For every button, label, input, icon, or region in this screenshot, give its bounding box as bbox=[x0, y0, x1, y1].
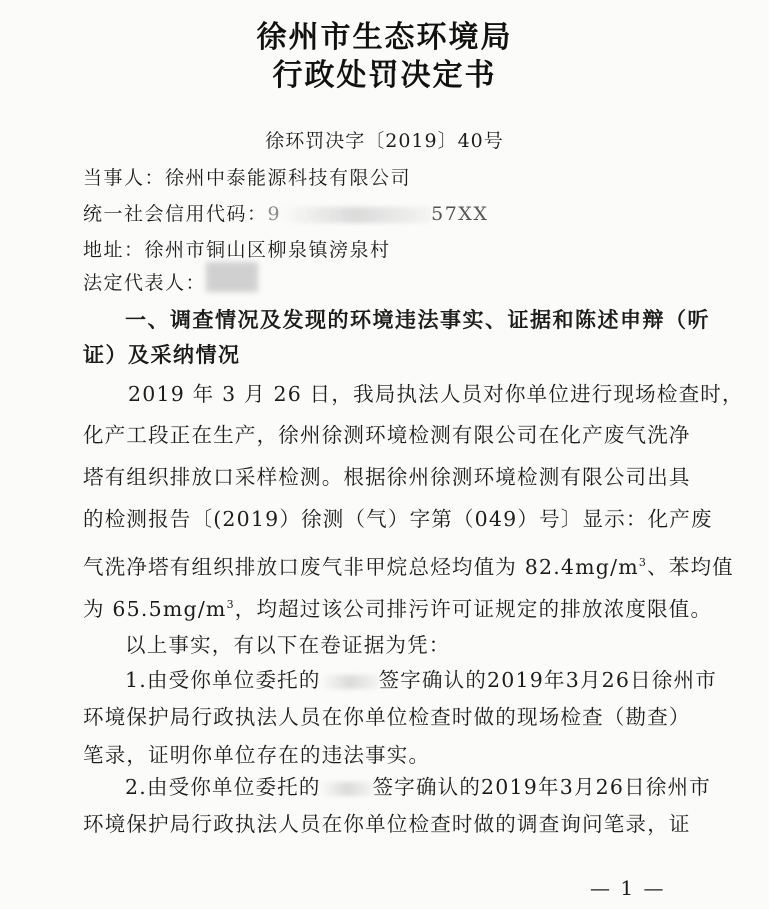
evidence1-line1 bbox=[125, 663, 717, 693]
section-heading-line2: 证）及采纳情况 bbox=[83, 342, 241, 367]
evidence2-line2: 环境保护局行政执法人员在你单位检查时做的调查询问笔录，证 bbox=[83, 812, 691, 836]
credit-code-label: 统一社会信用代码： bbox=[83, 203, 268, 225]
body-paragraph1-line6 bbox=[83, 592, 712, 622]
document-title-type: 行政处罚决定书 bbox=[272, 58, 497, 93]
legal-rep-redaction bbox=[206, 262, 258, 292]
evidence2-prefix: 2.由受你单位委托的 bbox=[125, 775, 321, 799]
credit-code-suffix: 57XX bbox=[431, 203, 489, 225]
evidence1-prefix: 1.由受你单位委托的 bbox=[125, 668, 321, 692]
document-title-agency: 徐州市生态环境局 bbox=[256, 20, 513, 55]
body-paragraph1-line5 bbox=[83, 550, 734, 580]
party-label: 当事人： bbox=[83, 167, 166, 189]
evidence2-suffix: 签字确认的2019年3月26日徐州市 bbox=[372, 775, 711, 799]
address-row bbox=[83, 235, 391, 262]
address-value: 徐州市铜山区柳泉镇滂泉村 bbox=[144, 239, 391, 261]
unit-superscript: 3 bbox=[226, 598, 235, 612]
body-line6-text: 为 65.5mg/m bbox=[83, 597, 227, 621]
evidence2-line1 bbox=[125, 770, 711, 800]
body-line5-text: 气洗净塔有组织排放口废气非甲烷总烃均值为 82.4mg/m bbox=[83, 555, 639, 579]
body-paragraph1-line3: 塔有组织排放口采样检测。根据徐州徐测环境检测有限公司出具 bbox=[83, 465, 691, 489]
credit-code-redaction bbox=[281, 207, 431, 223]
body-paragraph1-line2: 化产工段正在生产，徐州徐测环境检测有限公司在化产废气洗净 bbox=[83, 423, 691, 447]
body-paragraph1-line1: 2019 年 3 月 26 日，我局执法人员对你单位进行现场检查时， bbox=[128, 382, 744, 406]
evidence1-line2: 环境保护局行政执法人员在你单位检查时做的现场检查（勘查） bbox=[83, 705, 691, 729]
page-number: — 1 — bbox=[590, 876, 666, 900]
party-value: 徐州中泰能源科技有限公司 bbox=[165, 167, 412, 189]
evidence1-redaction bbox=[321, 675, 379, 689]
body-line6-tail: ，均超过该公司排污许可证规定的排放浓度限值。 bbox=[234, 597, 713, 621]
evidence2-redaction bbox=[321, 782, 373, 796]
legal-rep-row bbox=[83, 268, 206, 295]
evidence-intro: 以上事实，有以下在卷证据为凭： bbox=[125, 633, 451, 657]
credit-code-row bbox=[83, 199, 488, 226]
body-paragraph1-line4: 的检测报告〔(2019）徐测（气）字第（049）号〕显示：化产废 bbox=[83, 507, 713, 531]
address-label: 地址： bbox=[83, 239, 145, 261]
evidence1-suffix: 签字确认的2019年3月26日徐州市 bbox=[378, 668, 717, 692]
legal-rep-label: 法定代表人： bbox=[83, 272, 207, 294]
document-number: 徐环罚决字〔2019〕40号 bbox=[265, 130, 504, 152]
evidence1-line3: 笔录，证明你单位存在的违法事实。 bbox=[83, 743, 431, 767]
credit-code-prefix: 9 bbox=[267, 203, 282, 225]
section-heading-line1: 一、调查情况及发现的环境违法事实、证据和陈述申辩（听 bbox=[125, 307, 710, 332]
body-line5-tail: 、苯均值 bbox=[647, 555, 734, 579]
party-row bbox=[83, 163, 411, 190]
unit-superscript: 3 bbox=[638, 556, 648, 570]
